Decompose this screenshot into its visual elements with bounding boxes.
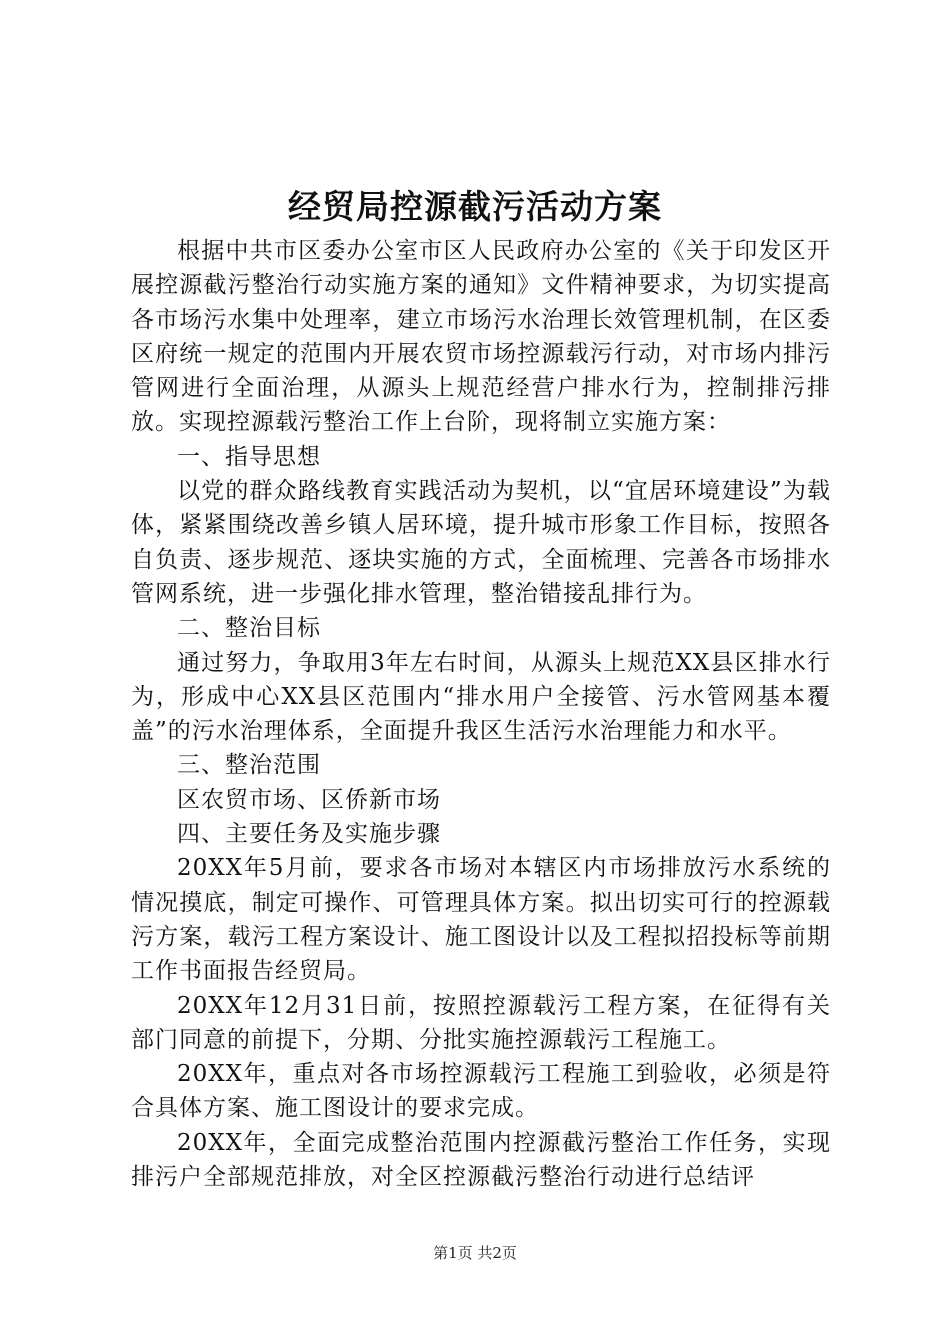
paragraph-goals: 通过努力，争取用3年左右时间，从源头上规范XX县区排水行为，形成中心XX县区范围内“排水用户全接管、污水管网基本覆盖”的污水治理体系，全面提升我区生活污水治理能力和水平。 xyxy=(131,649,831,745)
paragraph-guiding-thought: 以党的群众路线教育实践活动为契机，以“宜居环境建设”为载体，紧紧围绕改善乡镇人居环境，提升城市形象工作目标，按照各自负责、逐步规范、逐块实施的方式，全面梳理、完善各市场排水管网系统，进一步强化排水管理，整治错接乱排行为。 xyxy=(131,478,831,607)
paragraph-task-step-2: 20XX年12月31日前，按照控源载污工程方案，在征得有关部门同意的前提下，分期、分批实施控源载污工程施工。 xyxy=(131,992,831,1053)
section-heading-tasks: 四、主要任务及实施步骤 xyxy=(177,821,441,848)
section-heading-scope: 三、整治范围 xyxy=(177,752,321,779)
paragraph-intro: 根据中共市区委办公室市区人民政府办公室的《关于印发区开展控源截污整治行动实施方案的通知》文件精神要求，为切实提高各市场污水集中处理率，建立市场污水治理长效管理机制，在区委区府统一规定的范围内开展农贸市场控源载污行动，对市场内排污管网进行全面治理，从源头上规范经营户排水行为，控制排污排放。实现控源载污整治工作上台阶，现将制立实施方案： xyxy=(131,238,831,436)
paragraph-task-step-1: 20XX年5月前，要求各市场对本辖区内市场排放污水系统的情况摸底，制定可操作、可管理具体方案。拟出切实可行的控源载污方案，载污工程方案设计、施工图设计以及工程拟招投标等前期工作书面报告经贸局。 xyxy=(131,855,831,985)
page-footer: 第1页 共2页 xyxy=(433,1244,517,1262)
section-heading-guiding-thought: 一、指导思想 xyxy=(177,443,321,470)
paragraph-scope: 区农贸市场、区侨新市场 xyxy=(177,786,441,813)
document-body xyxy=(131,234,831,1194)
document-title: 经贸局控源截污活动方案 xyxy=(288,187,662,226)
paragraph-task-step-4: 20XX年，全面完成整治范围内控源截污整治工作任务，实现排污户全部规范排放，对全区控源截污整治行动进行总结评 xyxy=(131,1129,831,1191)
section-heading-goals: 二、整治目标 xyxy=(177,615,321,642)
paragraph-task-step-3: 20XX年，重点对各市场控源载污工程施工到验收，必须是符合具体方案、施工图设计的要求完成。 xyxy=(131,1061,831,1122)
